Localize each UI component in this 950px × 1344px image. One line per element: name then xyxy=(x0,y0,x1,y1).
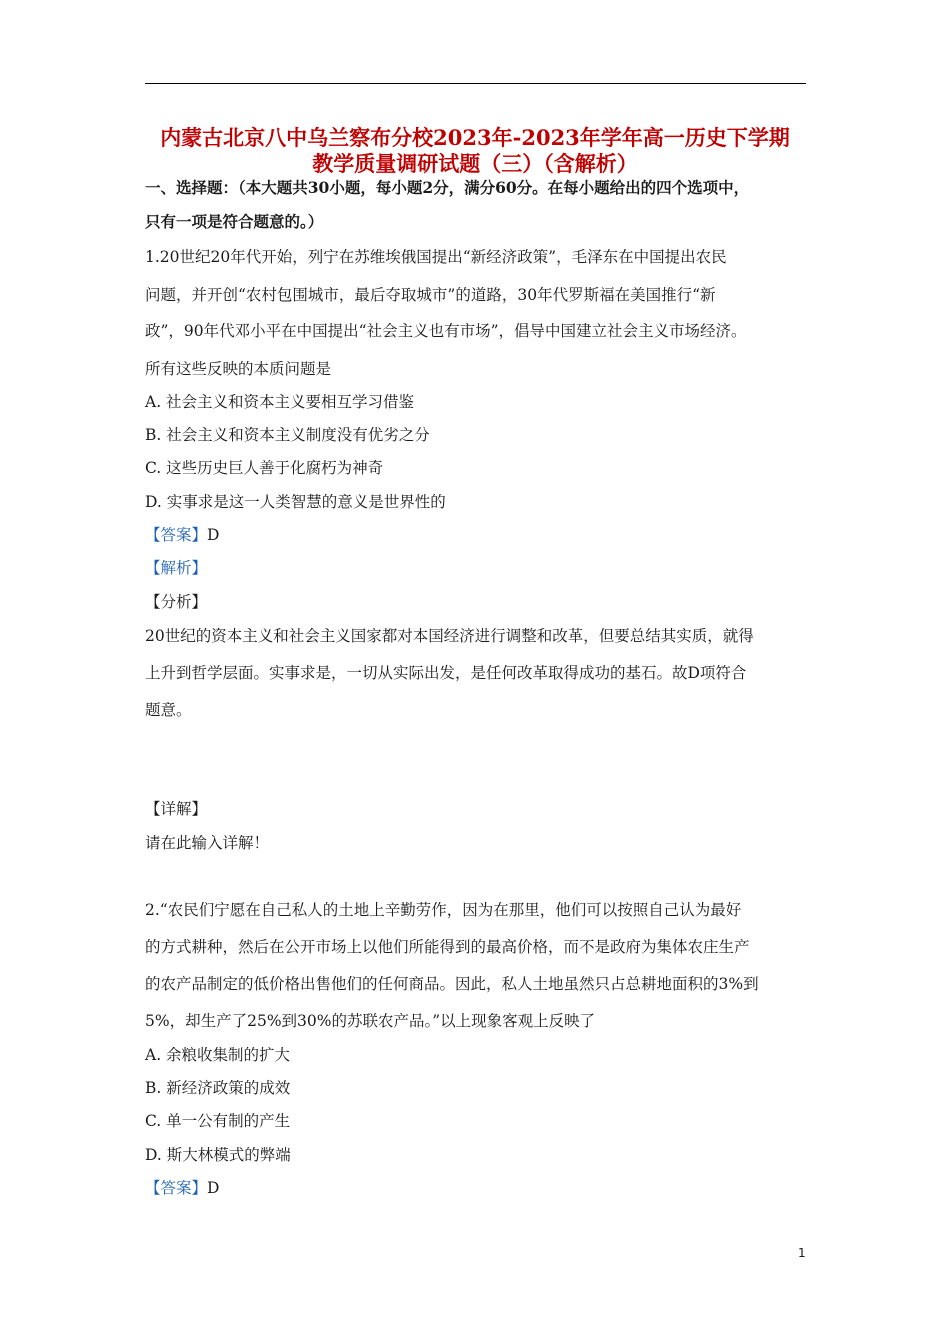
q2-stem-line: 的方式耕种，然后在公开市场上以他们所能得到的最高价格，而不是政府为集体农庄生产 xyxy=(145,938,750,956)
answer-tag: 【答案】 xyxy=(145,1179,208,1197)
document-title-line-1: 内蒙古北京八中乌兰察布分校2023年-2023年学年高一历史下学期 xyxy=(160,125,790,150)
q1-fenxi-line: 上升到哲学层面。实事求是，一切从实际出发，是任何改革取得成功的基石。故D项符合 xyxy=(145,664,747,682)
answer-tag: 【答案】 xyxy=(145,526,208,544)
q1-stem-line: 所有这些反映的本质问题是 xyxy=(145,360,332,378)
section-instruction-line-2: 只有一项是符合题意的。） xyxy=(145,212,324,231)
q1-fenxi-tag: 【分析】 xyxy=(145,593,208,611)
q1-jiexi-tag: 【解析】 xyxy=(145,559,208,577)
q2-answer xyxy=(145,1178,219,1198)
q1-stem-line: 1.20世纪20年代开始，列宁在苏维埃俄国提出“新经济政策”，毛泽东在中国提出农民 xyxy=(145,248,727,266)
q1-fenxi-line: 题意。 xyxy=(145,701,192,719)
q1-xiangjie-tag: 【详解】 xyxy=(145,800,208,818)
q2-stem-line: 5%，却生产了25%到30%的苏联农产品。”以上现象客观上反映了 xyxy=(145,1012,596,1030)
q1-answer xyxy=(145,525,219,545)
header-rule xyxy=(145,83,806,84)
q1-stem-line: 政”，90年代邓小平在中国提出“社会主义也有市场”，倡导中国建立社会主义市场经济。 xyxy=(145,322,747,340)
q2-option-c: C. 单一公有制的产生 xyxy=(145,1112,291,1130)
answer-value: D xyxy=(207,526,220,544)
q1-option-c: C. 这些历史巨人善于化腐朽为神奇 xyxy=(145,459,384,477)
q1-option-b: B. 社会主义和资本主义制度没有优劣之分 xyxy=(145,426,430,444)
q2-option-a: A. 余粮收集制的扩大 xyxy=(145,1046,291,1064)
q2-option-b: B. 新经济政策的成效 xyxy=(145,1079,291,1097)
answer-value: D xyxy=(207,1179,220,1197)
q1-fenxi-line: 20世纪的资本主义和社会主义国家都对本国经济进行调整和改革，但要总结其实质，就得 xyxy=(145,627,754,645)
q2-stem-line: 的农产品制定的低价格出售他们的任何商品。因此，私人土地虽然只占总耕地面积的3%到 xyxy=(145,975,759,993)
q2-option-d: D. 斯大林模式的弊端 xyxy=(145,1146,291,1164)
q1-option-a: A. 社会主义和资本主义要相互学习借鉴 xyxy=(145,393,415,411)
document-title-line-2: 教学质量调研试题（三）（含解析） xyxy=(312,151,638,176)
q1-xiangjie-text: 请在此输入详解！ xyxy=(145,834,270,852)
page-number: 1 xyxy=(798,1246,806,1260)
q1-stem-line: 问题，并开创“农村包围城市，最后夺取城市”的道路，30年代罗斯福在美国推行“新 xyxy=(145,286,716,304)
q1-option-d: D. 实事求是这一人类智慧的意义是世界性的 xyxy=(145,493,446,511)
section-instruction-line-1: 一、选择题：（本大题共30小题，每小题2分，满分60分。在每小题给出的四个选项中， xyxy=(145,178,750,197)
q2-stem-line: 2.“农民们宁愿在自己私人的土地上辛勤劳作，因为在那里，他们可以按照自己认为最好 xyxy=(145,901,742,919)
